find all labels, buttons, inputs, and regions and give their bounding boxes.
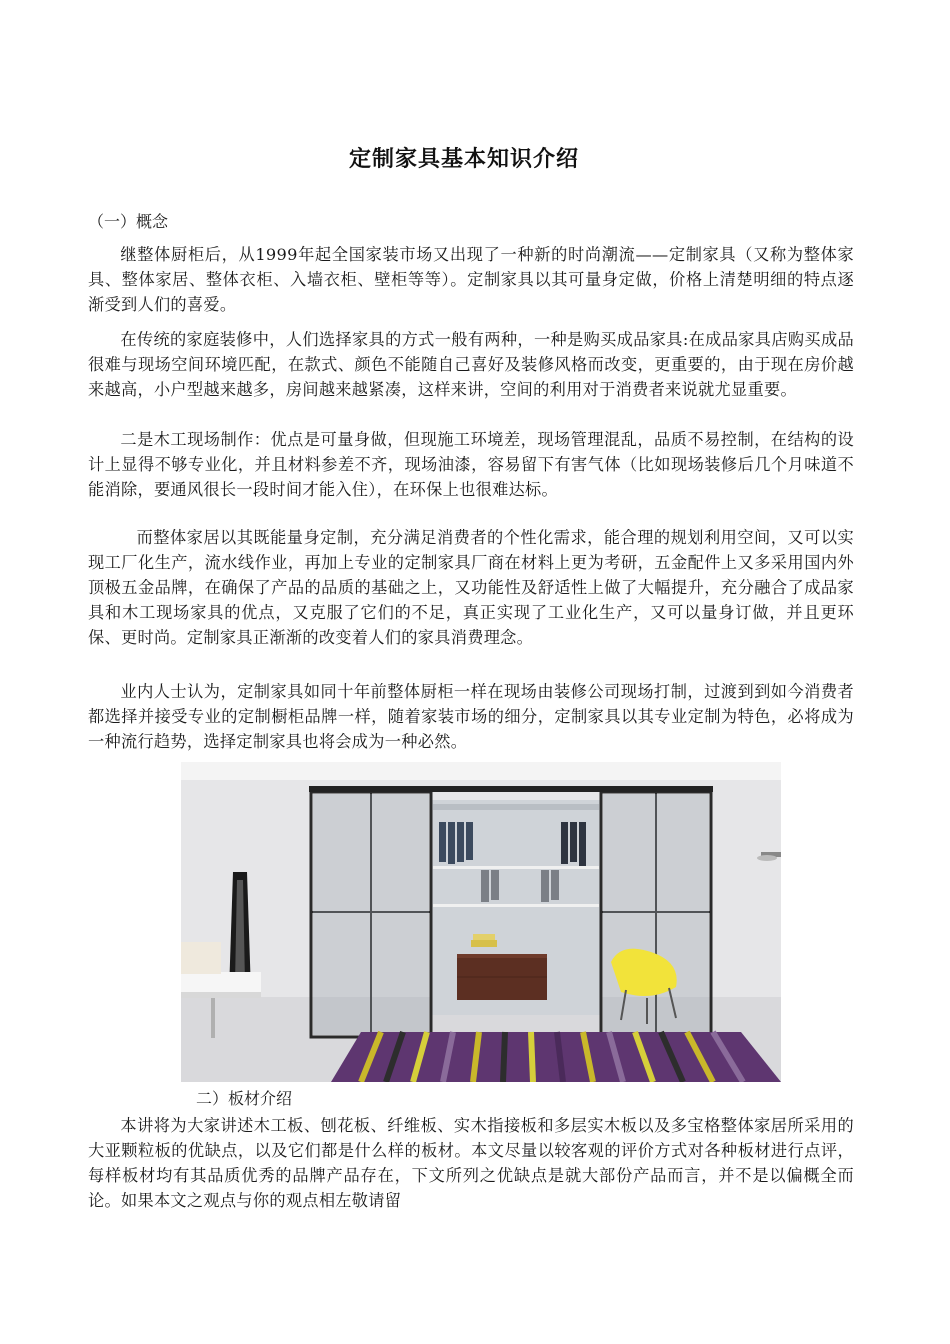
paragraph: 在传统的家庭装修中，人们选择家具的方式一般有两种，一种是购买成品家具:在成品家具店购买成品很难与现场空间环境匹配，在款式、颜色不能随自己喜好及装修风格而改变，更重要的，由于现在房价越来越高，小户型越来越多，房间越来越紧凑，这样来讲，空间的利用对于消费者来说就尤显重要。 bbox=[88, 330, 854, 399]
walk-in-closet-photo bbox=[181, 762, 781, 1082]
section-heading-concept: （一）概念 bbox=[88, 212, 169, 231]
document-title: 定制家具基本知识介绍 bbox=[348, 147, 579, 172]
paragraph: 而整体家居以其既能量身定制，充分满足消费者的个性化需求，能合理的规划利用空间，又可以实现工厂化生产，流水线作业，再加上专业的定制家具厂商在材料上更为考研，五金配件上又多采用国内外顶极五金品牌，在确保了产品的品质的基础之上，又功能性及舒适性上做了大幅提升，充分融合了成品家具和木工现场家具的优点，又克服了它们的不足，真正实现了工业化生产，又可以量身订做，并且更环保、更时尚。定制家具正渐渐的改变着人们的家具消费理念。 bbox=[88, 528, 854, 647]
section-heading-boards: 二）板材介绍 bbox=[196, 1089, 293, 1108]
paragraph: 业内人士认为，定制家具如同十年前整体厨柜一样在现场由装修公司现场打制，过渡到到如今消费者都选择并接受专业的定制橱柜品牌一样，随着家装市场的细分，定制家具以其专业定制为特色，必将成为一种流行趋势，选择定制家具也将会成为一种必然。 bbox=[88, 682, 854, 751]
paragraph: 继整体厨柜后，从1999年起全国家装市场又出现了一种新的时尚潮流——定制家具（又称为整体家具、整体家居、整体衣柜、入墙衣柜、壁柜等等）。定制家具以其可量身定做，价格上清楚明细的特点逐渐受到人们的喜爱。 bbox=[88, 245, 854, 314]
paragraph: 二是木工现场制作：优点是可量身做，但现施工环境差，现场管理混乱，品质不易控制，在结构的设计上显得不够专业化，并且材料参差不齐，现场油漆，容易留下有害气体（比如现场装修后几个月味道不能消除，要通风很长一段时间才能入住），在环保上也很难达标。 bbox=[88, 430, 854, 499]
paragraph: 本讲将为大家讲述木工板、刨花板、纤维板、实木指接板和多层实木板以及多宝格整体家居所采用的大亚颗粒板的优缺点，以及它们都是什么样的板材。本文尽量以较客观的评价方式对各种板材进行点评，每样板材均有其品质优秀的品牌产品存在，下文所列之优缺点是就大部份产品而言，并不是以偏概全而论。如果本文之观点与你的观点相左敬请留 bbox=[88, 1116, 854, 1210]
